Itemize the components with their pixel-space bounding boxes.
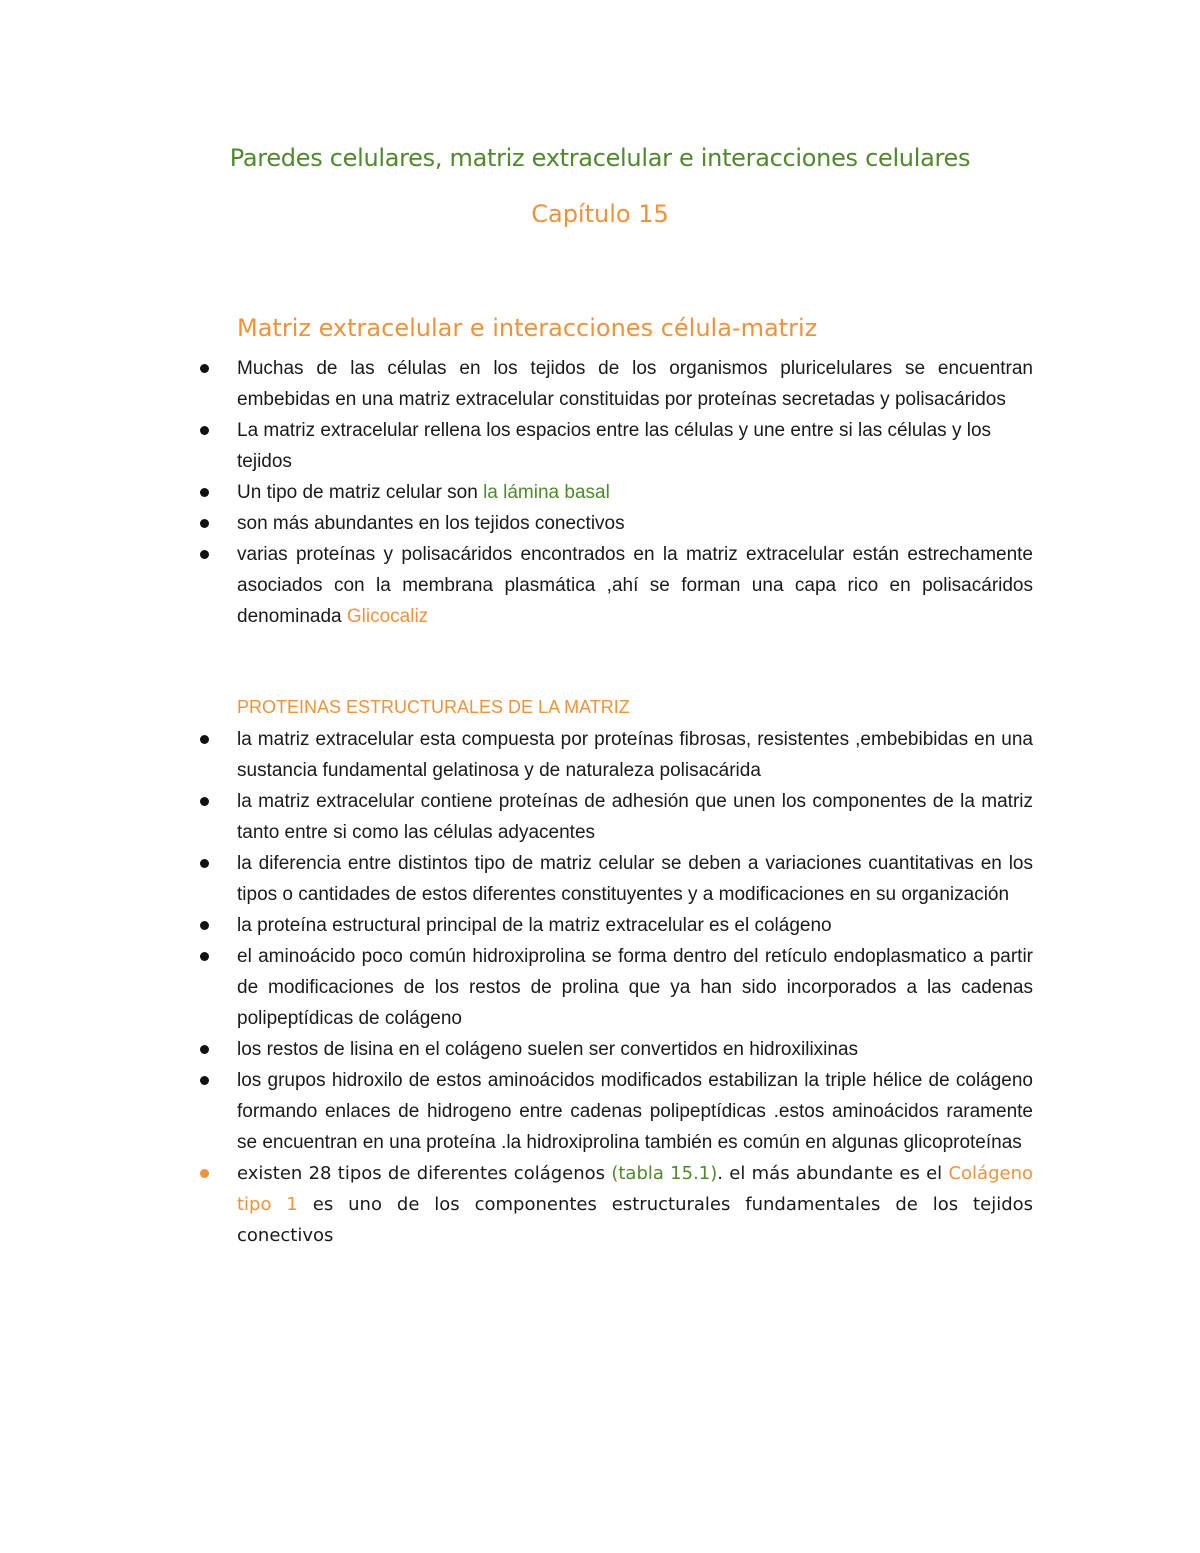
list-item-text: . el más abundante es el bbox=[717, 1163, 949, 1184]
bullet-icon bbox=[200, 426, 209, 435]
bullet-icon bbox=[200, 488, 209, 497]
list-item bbox=[0, 786, 1033, 848]
list-item-text: La matriz extracelular rellena los espacios entre las células y une entre si las células y los tejidos bbox=[237, 420, 992, 472]
list-item-text: Muchas de las células en los tejidos de los organismos pluricelulares se encuentran embebidas en una matriz extracelular constituidas por proteínas secretadas y polisacáridos bbox=[237, 358, 1033, 410]
list-item bbox=[0, 1158, 1033, 1251]
list-item-text: la matriz extracelular contiene proteínas de adhesión que unen los componentes de la matriz tanto entre si como las células adyacentes bbox=[237, 791, 1033, 843]
bullet-icon bbox=[200, 1169, 209, 1178]
bullet-list-section1 bbox=[0, 353, 1033, 632]
bullet-icon bbox=[200, 921, 209, 930]
document-title: Paredes celulares, matriz extracelular e interacciones celulares bbox=[229, 144, 971, 172]
bullet-icon bbox=[200, 797, 209, 806]
chapter-label: Capítulo 15 bbox=[531, 200, 669, 228]
list-item bbox=[0, 1065, 1033, 1158]
list-item-text: varias proteínas y polisacáridos encontrados en la matriz extracelular están estrechamente asociados con la membrana plasmática ,ahí se forman una capa rico en polisacáridos denominada bbox=[237, 544, 1033, 627]
list-item-text: la proteína estructural principal de la matriz extracelular es el colágeno bbox=[237, 915, 832, 936]
list-item bbox=[0, 353, 1033, 415]
list-item-text: los restos de lisina en el colágeno suelen ser convertidos en hidroxilixinas bbox=[237, 1039, 859, 1060]
list-item bbox=[0, 539, 1033, 632]
bullet-icon bbox=[200, 364, 209, 373]
list-item-text: Un tipo de matriz celular son bbox=[237, 482, 484, 503]
list-item bbox=[0, 724, 1033, 786]
bullet-icon bbox=[200, 735, 209, 744]
list-item-text: el aminoácido poco común hidroxiprolina se forma dentro del retículo endoplasmatico a partir de modificaciones de los restos de prolina que ya han sido incorporados a las cadenas polipeptídicas de colágeno bbox=[237, 946, 1033, 1029]
section-heading-proteinas: PROTEINAS ESTRUCTURALES DE LA MATRIZ bbox=[237, 697, 630, 717]
bullet-icon bbox=[200, 859, 209, 868]
list-item bbox=[0, 508, 1033, 539]
list-item-text: la diferencia entre distintos tipo de matriz celular se deben a variaciones cuantitativas en los tipos o cantidades de estos diferentes constituyentes y a modificaciones en su organización bbox=[237, 853, 1033, 905]
bullet-list-section2 bbox=[0, 724, 1033, 1251]
section-heading-matriz: Matriz extracelular e interacciones célula-matriz bbox=[237, 314, 818, 342]
highlight-lamina-basal: la lámina basal bbox=[483, 482, 610, 503]
highlight-colageno-tipo-1: Colágeno tipo 1 bbox=[237, 1163, 1034, 1215]
list-item bbox=[0, 477, 1033, 508]
bullet-icon bbox=[200, 952, 209, 961]
table-reference: (tabla 15.1) bbox=[611, 1163, 718, 1184]
list-item bbox=[0, 910, 1033, 941]
bullet-icon bbox=[200, 1045, 209, 1054]
list-item bbox=[0, 1034, 1033, 1065]
highlight-glicocaliz: Glicocaliz bbox=[346, 606, 429, 627]
list-item bbox=[0, 415, 1033, 477]
list-item-text: son más abundantes en los tejidos conectivos bbox=[237, 513, 625, 534]
list-item bbox=[0, 848, 1033, 910]
list-item-text: es uno de los componentes estructurales fundamentales de los tejidos conectivos bbox=[237, 1194, 1034, 1246]
bullet-icon bbox=[200, 1076, 209, 1085]
list-item-text: los grupos hidroxilo de estos aminoácidos modificados estabilizan la triple hélice de colágeno formando enlaces de hidrogeno entre cadenas polipeptídicas .estos aminoácidos raramente se encuentran en una proteína .la hidroxiprolina también es común en algunas glicoproteínas bbox=[237, 1070, 1033, 1153]
bullet-icon bbox=[200, 519, 209, 528]
bullet-icon bbox=[200, 550, 209, 559]
list-item-text: existen 28 tipos de diferentes colágenos bbox=[237, 1163, 612, 1184]
list-item bbox=[0, 941, 1033, 1034]
list-item-text: la matriz extracelular esta compuesta por proteínas fibrosas, resistentes ,embebibidas en una sustancia fundamental gelatinosa y de naturaleza polisacárida bbox=[237, 729, 1033, 781]
